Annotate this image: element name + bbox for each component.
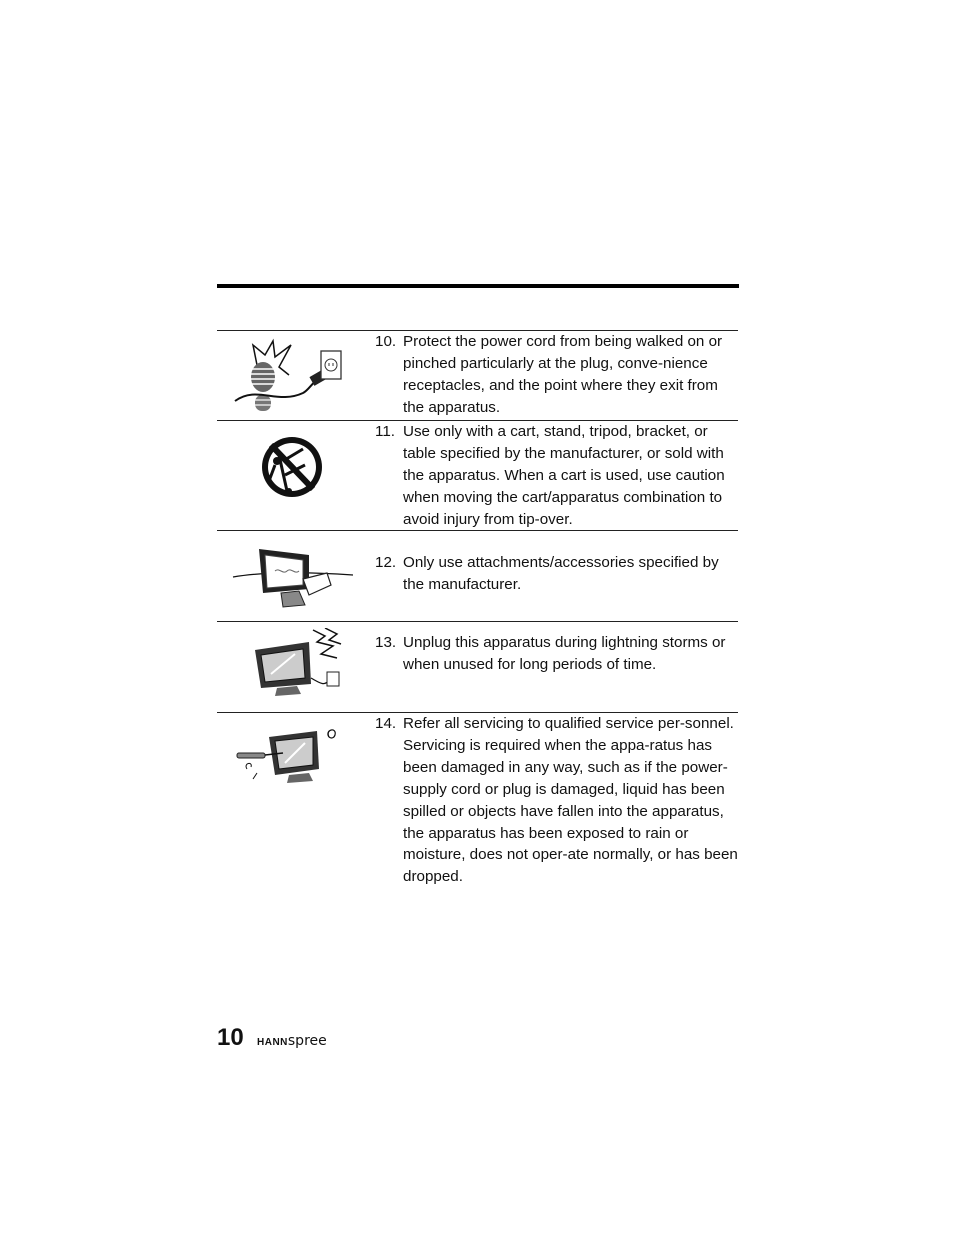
brand-logo-bold: HANN <box>257 1037 288 1048</box>
item-text: Protect the power cord from being walked on or pinched particularly at the plug, conve-nience receptacles, and the point where they exit from the apparatus. <box>403 333 723 416</box>
item-text: Refer all servicing to qualified service per-sonnel. Servicing is required when the appa-ratus has been damaged in any way, such as if the power-supply cord or plug is damaged, liquid has been spilled or objects have fallen into the apparatus, the apparatus has been exposed to rain or moisture, does not oper-ate normally, or has been dropped. <box>403 715 738 886</box>
monitor-lightning-icon <box>217 628 367 698</box>
footprint-power-cord-icon <box>217 335 367 415</box>
list-item <box>217 530 738 622</box>
list-item <box>217 621 738 713</box>
item-number: 10. <box>375 333 397 350</box>
item-number: 14. <box>375 715 397 732</box>
cart-tip-over-warning-icon <box>217 431 367 503</box>
list-item <box>217 712 738 893</box>
list-item <box>217 420 738 531</box>
item-number: 11. <box>375 423 395 440</box>
monitor-accessories-icon <box>217 543 367 609</box>
item-number: 13. <box>375 634 397 651</box>
top-rule <box>217 284 739 288</box>
page-number: 10 <box>217 1024 244 1051</box>
item-text: Unplug this apparatus during lightning storms or when unused for long periods of time. <box>403 634 726 673</box>
item-text: Only use attachments/accessories specified by the manufacturer. <box>403 554 719 593</box>
item-number: 12. <box>375 554 397 571</box>
brand-logo-light: spree <box>287 1033 327 1049</box>
list-item <box>217 330 738 421</box>
item-text: Use only with a cart, stand, tripod, bracket, or table specified by the manufacturer, or sold with the apparatus. When a cart is used, use caution when moving the cart/apparatus combination to avoid injury from tip-over. <box>403 423 725 528</box>
brand-logo <box>257 1031 327 1052</box>
monitor-servicing-icon <box>217 725 367 789</box>
